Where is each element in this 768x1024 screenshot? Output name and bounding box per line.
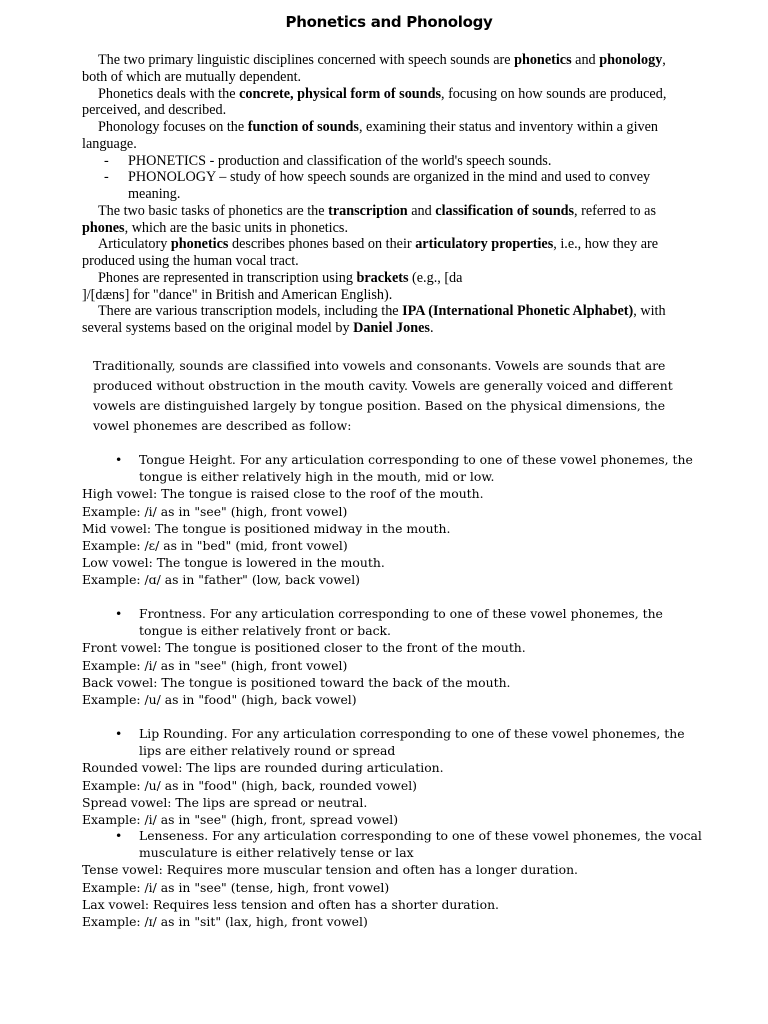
- intro-paragraph-6: Phones are represented in transcription using brackets (e.g., [da ]/[dæns] for "dance" in British and American English).: [82, 269, 463, 303]
- dash-marker: -: [104, 169, 109, 186]
- section-tongue-height: [82, 451, 702, 589]
- body-line: Example: /ɑ/ as in "father" (low, back vowel): [82, 572, 360, 588]
- bullet-heading: • Lenseness. For any articulation corresponding to one of these vowel phonemes, the vocal musculature is either relatively tense or lax: [115, 828, 702, 861]
- body-line: Example: /i/ as in "see" (tense, high, front vowel): [82, 879, 390, 895]
- dash-marker: -: [104, 152, 109, 169]
- body-line: High vowel: The tongue is raised close to the roof of the mouth.: [82, 486, 484, 502]
- body-line: Front vowel: The tongue is positioned closer to the front of the mouth.: [82, 640, 526, 656]
- body-line: Example: /ɛ/ as in "bed" (mid, front vowel): [82, 538, 348, 554]
- intro-paragraph-2: Phonetics deals with the concrete, physical form of sounds, focusing on how sounds are produced, perceived, and described.: [82, 85, 667, 119]
- list-item: - PHONOLOGY – study of how speech sounds are organized in the mind and used to convey meaning.: [104, 169, 651, 202]
- body-line: Example: /i/ as in "see" (high, front, spread vowel): [82, 812, 399, 828]
- vowels-intro-paragraph: Traditionally, sounds are classified into vowels and consonants. Vowels are sounds that are produced without obstruction in the mouth cavity. Vowels are generally voiced and different vowels are distinguished largely by tongue position. Based on the physical dimensions, the vowel phonemes are described as follow:: [93, 358, 673, 433]
- list-item: - PHONETICS - production and classification of the world's speech sounds.: [104, 152, 552, 169]
- body-line: Mid vowel: The tongue is positioned midway in the mouth.: [82, 520, 451, 536]
- body-line: Example: /i/ as in "see" (high, front vowel): [82, 503, 348, 519]
- bullet-heading: • Lip Rounding. For any articulation corresponding to one of these vowel phonemes, the lips are either relatively round or spread: [115, 726, 685, 759]
- section-lip-rounding: [82, 725, 702, 828]
- body-line: Rounded vowel: The lips are rounded during articulation.: [82, 760, 444, 776]
- intro-paragraph-7: There are various transcription models, including the IPA (International Phonetic Alphabet), with several systems based on the original model by Daniel Jones.: [82, 303, 666, 336]
- body-line: Example: /ɪ/ as in "sit" (lax, high, front vowel): [82, 914, 368, 930]
- intro-paragraph-4: The two basic tasks of phonetics are the transcription and classification of sounds, referred to as phones, which are the basic units in phonetics.: [82, 202, 656, 236]
- bullet-heading: • Tongue Height. For any articulation corresponding to one of these vowel phonemes, the tongue is either relatively high in the mouth, mid or low.: [115, 452, 693, 485]
- body-line: Tense vowel: Requires more muscular tension and often has a longer duration.: [82, 862, 578, 878]
- body-line: Back vowel: The tongue is positioned toward the back of the mouth.: [82, 674, 511, 690]
- intro-section: [82, 52, 682, 337]
- bullet-icon: •: [115, 606, 123, 621]
- page-title: Phonetics and Phonology: [285, 13, 493, 31]
- intro-paragraph-1: The two primary linguistic disciplines concerned with speech sounds are phonetics and phonology, both of which are mutually dependent.: [82, 52, 666, 85]
- intro-paragraph-3: Phonology focuses on the function of sounds, examining their status and inventory within a given language.: [82, 119, 658, 152]
- intro-paragraph-5: Articulatory phonetics describes phones based on their articulatory properties, i.e., how they are produced using the human vocal tract.: [82, 236, 659, 269]
- bullet-icon: •: [115, 726, 123, 741]
- body-line: Example: /u/ as in "food" (high, back, rounded vowel): [82, 777, 418, 793]
- body-line: Lax vowel: Requires less tension and often has a shorter duration.: [82, 896, 499, 912]
- definition-list: [82, 153, 682, 203]
- body-line: Example: /i/ as in "see" (high, front vowel): [82, 657, 348, 673]
- section-lenseness: [82, 827, 702, 930]
- body-line: Low vowel: The tongue is lowered in the mouth.: [82, 555, 385, 571]
- section-frontness: [82, 605, 702, 708]
- bullet-heading: • Frontness. For any articulation corresponding to one of these vowel phonemes, the tongue is either relatively front or back.: [115, 606, 663, 639]
- body-line: Example: /u/ as in "food" (high, back vowel): [82, 692, 357, 708]
- bullet-icon: •: [115, 828, 123, 843]
- body-line: Spread vowel: The lips are spread or neutral.: [82, 794, 368, 810]
- bullet-icon: •: [115, 452, 123, 467]
